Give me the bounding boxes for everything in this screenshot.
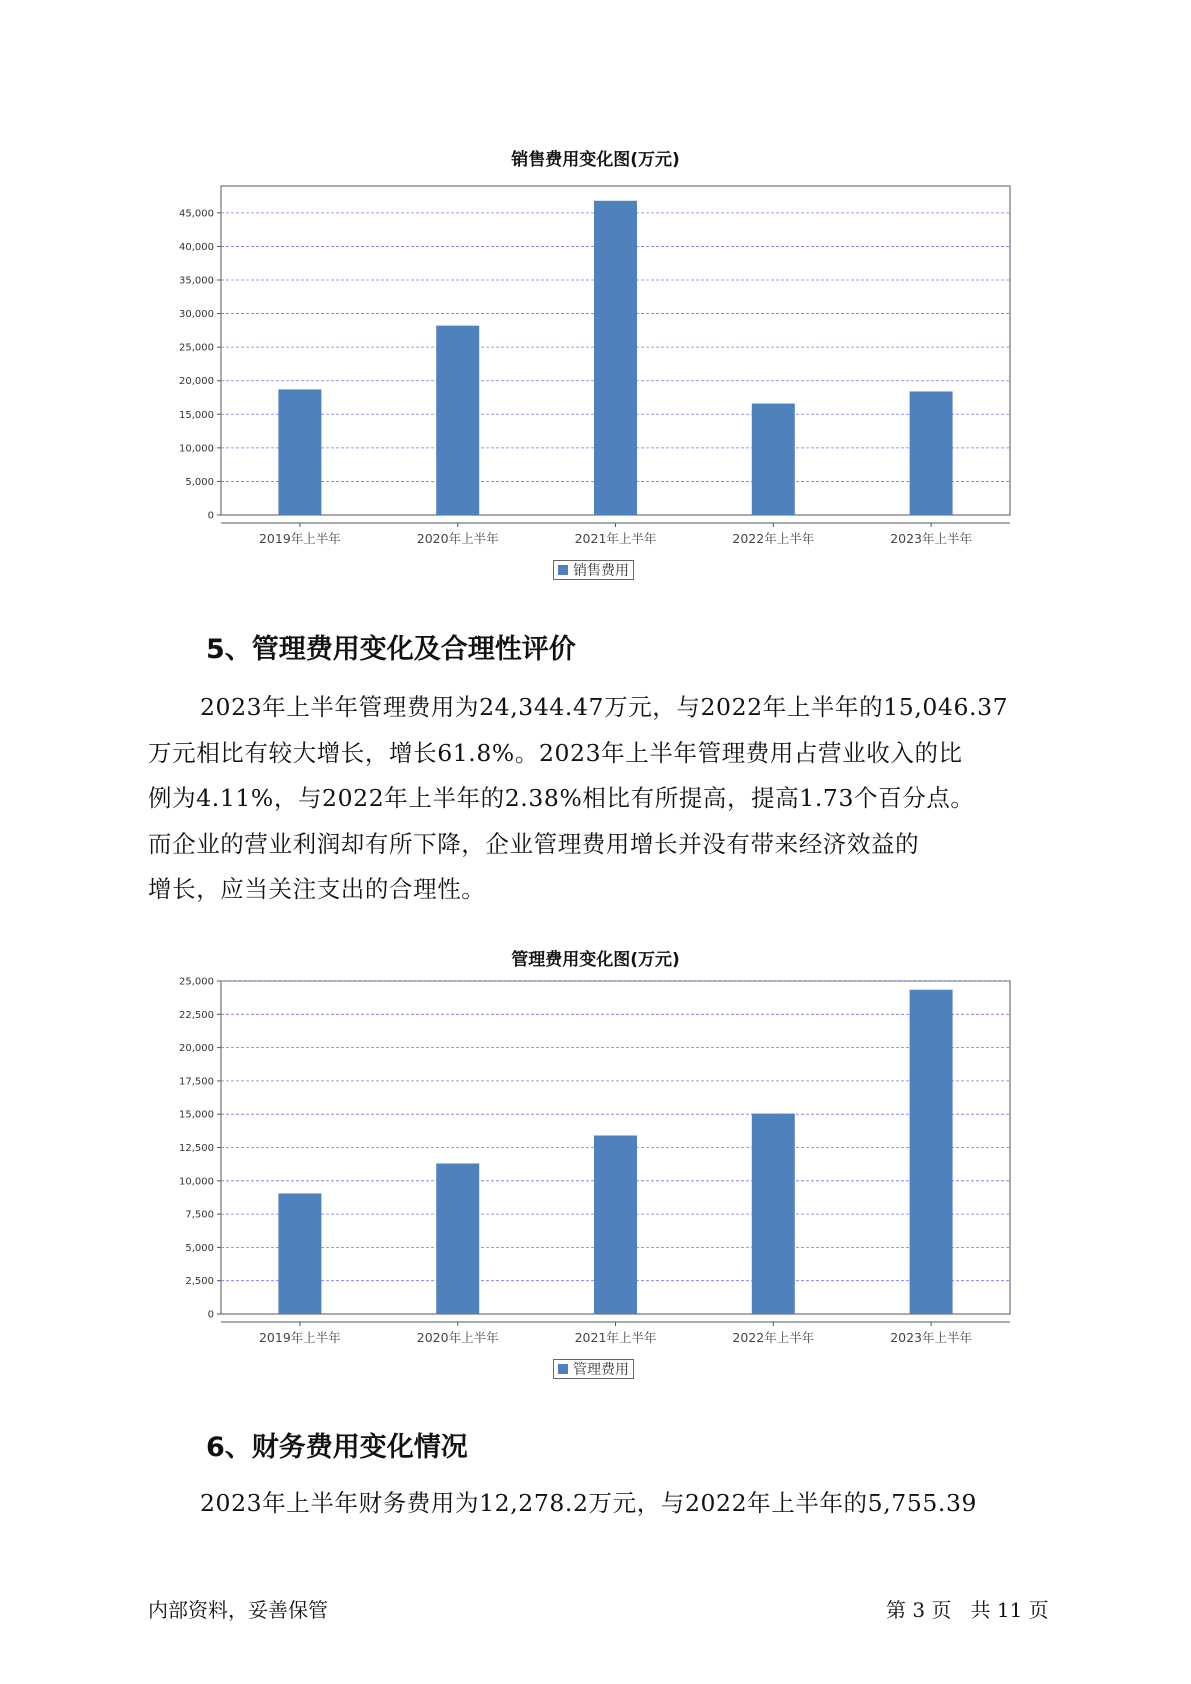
chart2-bar [752, 1114, 795, 1314]
chart2-ytick-label: 7,500 [185, 1209, 214, 1221]
chart2-ytick-label: 22,500 [179, 1009, 214, 1021]
chart2-ytick-label: 25,000 [179, 976, 214, 988]
chart1-xtick-label: 2020年上半年 [416, 531, 499, 546]
chart2-ytick-label: 15,000 [179, 1109, 214, 1121]
chart1-xtick-label: 2023年上半年 [890, 531, 973, 546]
chart1-legend-label: 销售费用 [573, 563, 629, 579]
section6-paragraph [148, 1481, 1076, 1527]
section6-heading: 6、财务费用变化情况 [206, 1432, 468, 1463]
section5-line-5: 增长，应当关注支出的合理性。 [148, 875, 486, 903]
section6-line-1: 2023年上半年财务费用为12,278.2万元，与2022年上半年的5,755.39 [200, 1489, 978, 1517]
chart2-ytick-label: 10,000 [179, 1176, 214, 1188]
chart1-xtick-label: 2019年上半年 [258, 531, 341, 546]
chart2-bar [436, 1163, 479, 1314]
chart1-ytick-label: 0 [207, 510, 214, 522]
chart1-ytick-label: 20,000 [179, 376, 214, 388]
chart2-xtick-label: 2021年上半年 [574, 1330, 657, 1345]
chart2-ytick-label: 5,000 [185, 1242, 214, 1254]
chart1-xtick-label: 2022年上半年 [732, 531, 815, 546]
footer-page-number: 第 3 页 共 11 页 [886, 1598, 1049, 1622]
legend-swatch [558, 1364, 568, 1374]
chart2-xtick-label: 2020年上半年 [416, 1330, 499, 1345]
section5-line-3: 例为4.11%，与2022年上半年的2.38%相比有所提高，提高1.73个百分点。 [148, 784, 975, 812]
chart1-ytick-label: 30,000 [179, 309, 214, 321]
section5-heading: 5、管理费用变化及合理性评价 [206, 634, 576, 665]
chart1-ytick-label: 10,000 [179, 443, 214, 455]
chart2-ytick-label: 12,500 [179, 1143, 214, 1154]
chart1-ytick-label: 45,000 [179, 208, 214, 220]
chart2-legend [553, 1359, 634, 1379]
chart2-xtick-label: 2022年上半年 [732, 1330, 815, 1345]
chart2-ytick-label: 17,500 [179, 1076, 214, 1088]
chart1-ytick-label: 35,000 [179, 275, 214, 287]
chart1-xtick-label: 2021年上半年 [574, 531, 657, 546]
chart1-ytick-label: 15,000 [179, 409, 214, 421]
chart1-ytick-label: 5,000 [185, 476, 214, 488]
section5-line-4: 而企业的营业利润却有所下降，企业管理费用增长并没有带来经济效益的 [148, 829, 920, 858]
section5-line-2: 万元相比有较大增长，增长61.8%。2023年上半年管理费用占营业收入的比 [148, 738, 963, 767]
chart2-bar [910, 990, 953, 1314]
chart2-legend-label: 管理费用 [573, 1362, 629, 1378]
chart2-xtick-label: 2023年上半年 [890, 1330, 973, 1345]
footer-left: 内部资料，妥善保管 [148, 1598, 328, 1622]
chart2-title: 管理费用变化图(万元) [511, 950, 680, 970]
chart2-bar [278, 1193, 321, 1314]
chart1-title: 销售费用变化图(万元) [511, 150, 680, 170]
chart2-ytick-label: 20,000 [179, 1043, 214, 1055]
chart1-ytick-label: 25,000 [179, 342, 214, 354]
section5-line-1: 2023年上半年管理费用为24,344.47万元，与2022年上半年的15,046.37 [200, 693, 1009, 721]
chart2-ytick-label: 2,500 [185, 1276, 214, 1288]
chart2-xtick-label: 2019年上半年 [258, 1330, 341, 1345]
chart2-ytick-label: 0 [207, 1309, 214, 1321]
chart1-ytick-label: 40,000 [179, 241, 214, 253]
chart2-bar [594, 1136, 637, 1314]
